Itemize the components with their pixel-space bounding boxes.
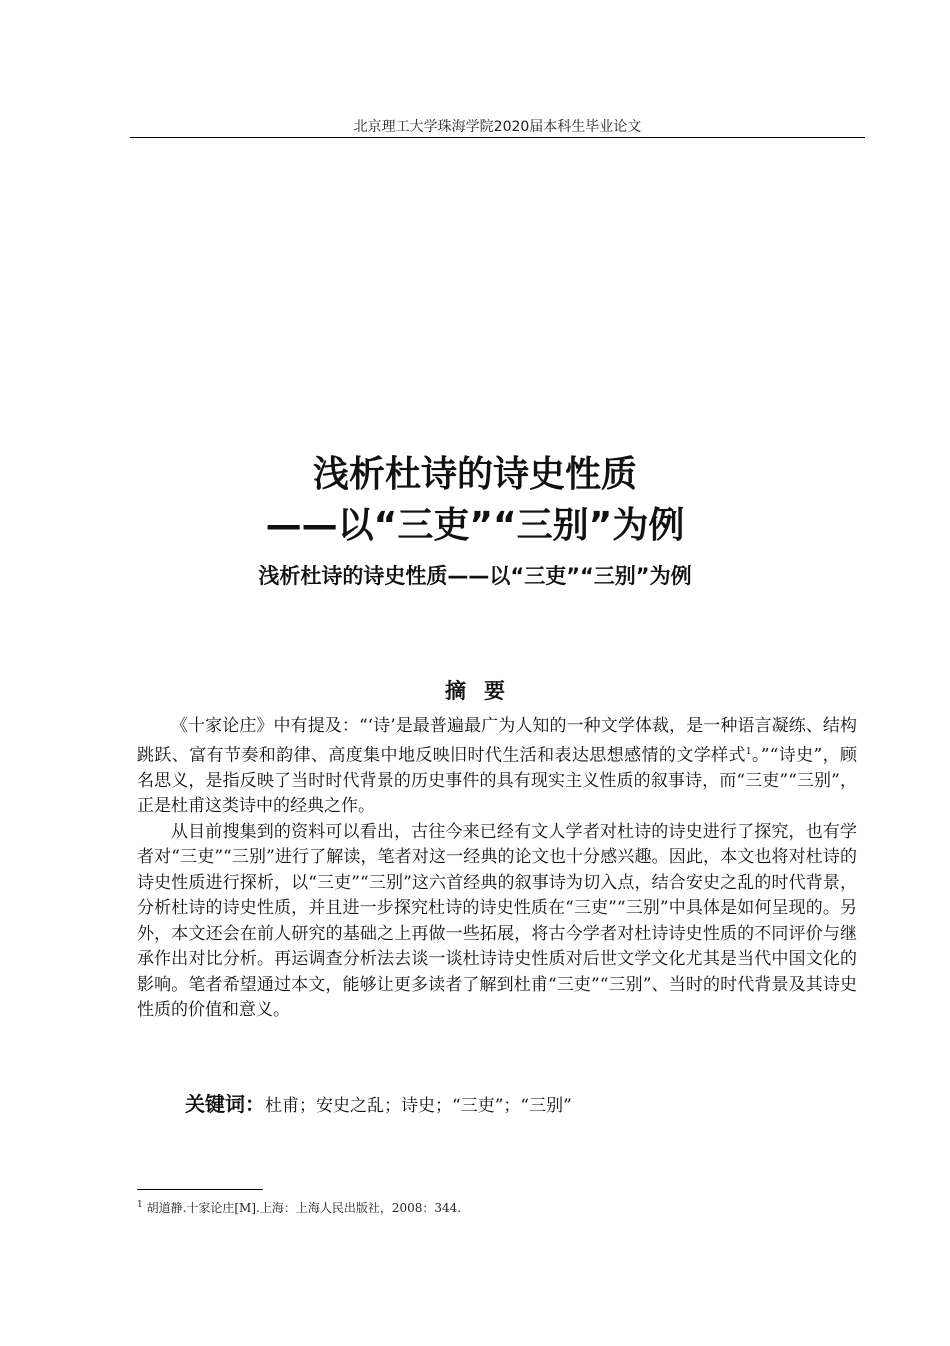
abstract-paragraph-1 xyxy=(137,714,857,820)
footnote xyxy=(137,1197,461,1216)
abstract-p1-text-a: 《十家论庄》中有提及：“‘诗’是最普遍最广为人知的一种文学体裁，是一种语言凝练、结构跳跃、富有节奏和韵律、高度集中地反映旧时代生活和表达思想感情的文学样式 xyxy=(137,716,857,766)
footnote-text: 胡道静.十家论庄[M].上海：上海人民出版社，2008：344. xyxy=(146,1201,462,1215)
keywords-value: 杜甫；安史之乱；诗史；“三吏”；“三别” xyxy=(265,1096,572,1116)
abstract-p1-text-b: 。”“诗史”，顾名思义，是指反映了当时时代背景的历史事件的具有现实主义性质的叙事诗，而“三吏”“三别”，正是杜甫这类诗中的经典之作。 xyxy=(137,745,857,817)
abstract-heading: 摘要 xyxy=(445,679,523,703)
header-rule xyxy=(130,137,865,138)
abstract-body xyxy=(137,714,857,1024)
keywords xyxy=(185,1091,572,1119)
title-line-2: ——以“三吏”“三别”为例 xyxy=(265,505,685,546)
subtitle: 浅析杜诗的诗史性质——以“三吏”“三别”为例 xyxy=(258,564,692,588)
footnote-marker: 1 xyxy=(137,1200,143,1210)
keywords-label: 关键词： xyxy=(185,1092,265,1116)
title-line-1: 浅析杜诗的诗史性质 xyxy=(312,454,637,495)
footnote-rule xyxy=(137,1189,263,1190)
footnote-reference[interactable]: 1 xyxy=(745,746,752,757)
abstract-paragraph-2: 从目前搜集到的资料可以看出，古往今来已经有文人学者对杜诗的诗史进行了探究，也有学者对“三吏”“三别”进行了解读，笔者对这一经典的论文也十分感兴趣。因此，本文也将对杜诗的诗史性质进行探析，以“三吏”“三别”这六首经典的叙事诗为切入点，结合安史之乱的时代背景，分析杜诗的诗史性质，并且进一步探究杜诗的诗史性质在“三吏”“三别”中具体是如何呈现的。另外，本文还会在前人研究的基础之上再做一些拓展，将古今学者对杜诗诗史性质的不同评价与继承作出对比分析。再运调查分析法去谈一谈杜诗诗史性质对后世文学文化尤其是当代中国文化的影响。笔者希望通过本文，能够让更多读者了解到杜甫“三吏”“三别”、当时的时代背景及其诗史性质的价值和意义。 xyxy=(137,821,857,1021)
running-header: 北京理工大学珠海学院2020届本科生毕业论文 xyxy=(353,119,642,135)
